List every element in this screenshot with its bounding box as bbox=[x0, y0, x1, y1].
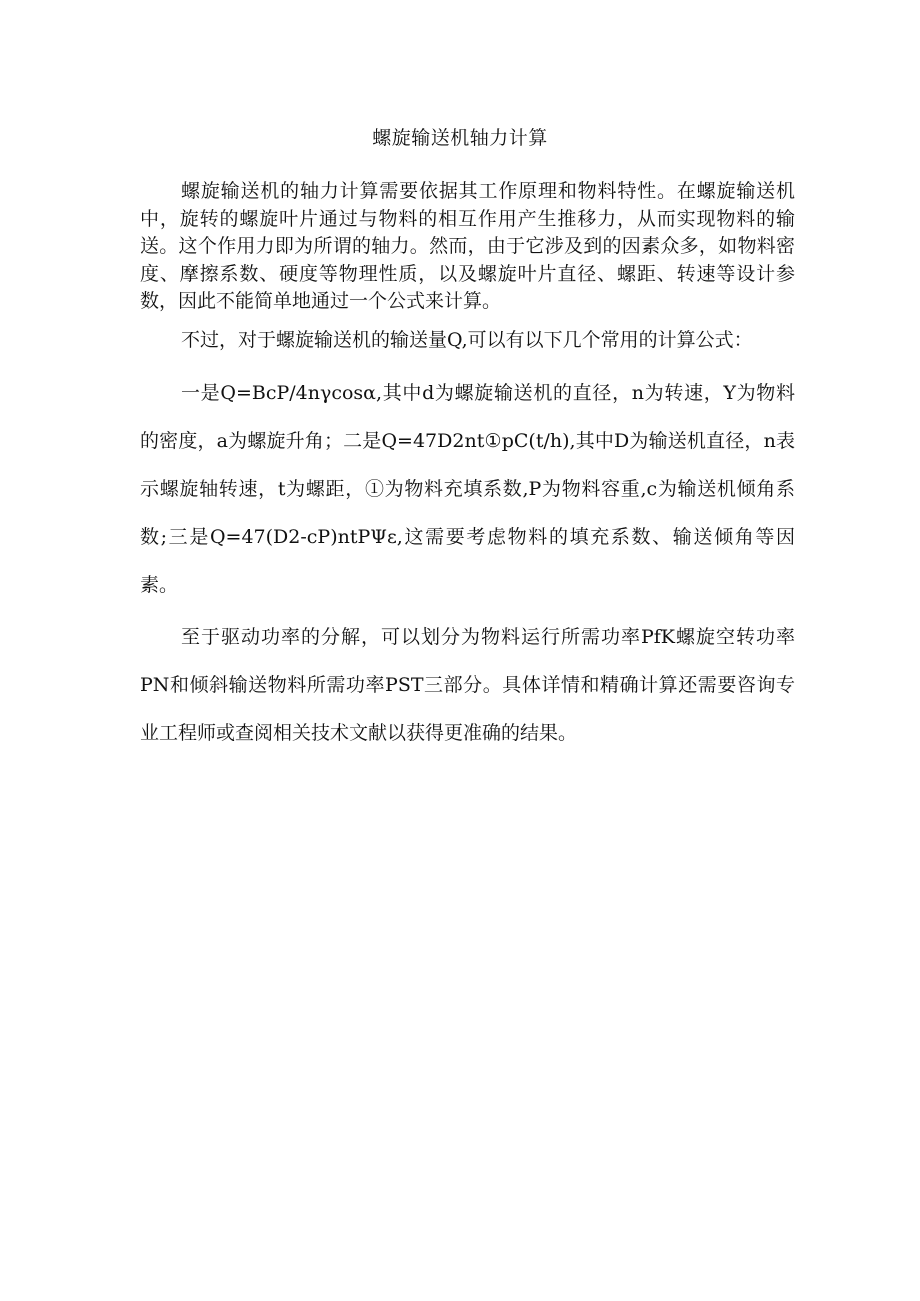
paragraph-capacity-formulas: 一是Q=BcP/4nγcosα,其中d为螺旋输送机的直径，n为转速，Y为物料的密度，a为螺旋升角；二是Q=47D2nt①pC(t/h),其中D为输送机直径，n表示螺旋轴转速，t为螺距，①为物料充填系数,P为物料容重,c为输送机倾角系数;三是Q=47(D2-cP)ntPΨε,这需要考虑物料的填充系数、输送倾角等因素。 bbox=[140, 382, 795, 596]
paragraph-drive-power: 至于驱动功率的分解，可以划分为物料运行所需功率PfK螺旋空转功率PN和倾斜输送物料所需功率PST三部分。具体详情和精确计算还需要咨询专业工程师或查阅相关技术文献以获得更准确的结果。 bbox=[140, 626, 795, 744]
paragraph-capacity-lead-in: 不过，对于螺旋输送机的输送量Q,可以有以下几个常用的计算公式： bbox=[181, 329, 753, 351]
paragraph-axial-force-intro: 螺旋输送机的轴力计算需要依据其工作原理和物料特性。在螺旋输送机中，旋转的螺旋叶片通过与物料的相互作用产生推移力，从而实现物料的输送。这个作用力即为所谓的轴力。然而，由于它涉及到的因素众多，如物料密度、摩擦系数、硬度等物理性质，以及螺旋叶片直径、螺距、转速等设计参数，因此不能简单地通过一个公式来计算。 bbox=[140, 180, 795, 312]
document-title: 螺旋输送机轴力计算 bbox=[372, 127, 548, 149]
